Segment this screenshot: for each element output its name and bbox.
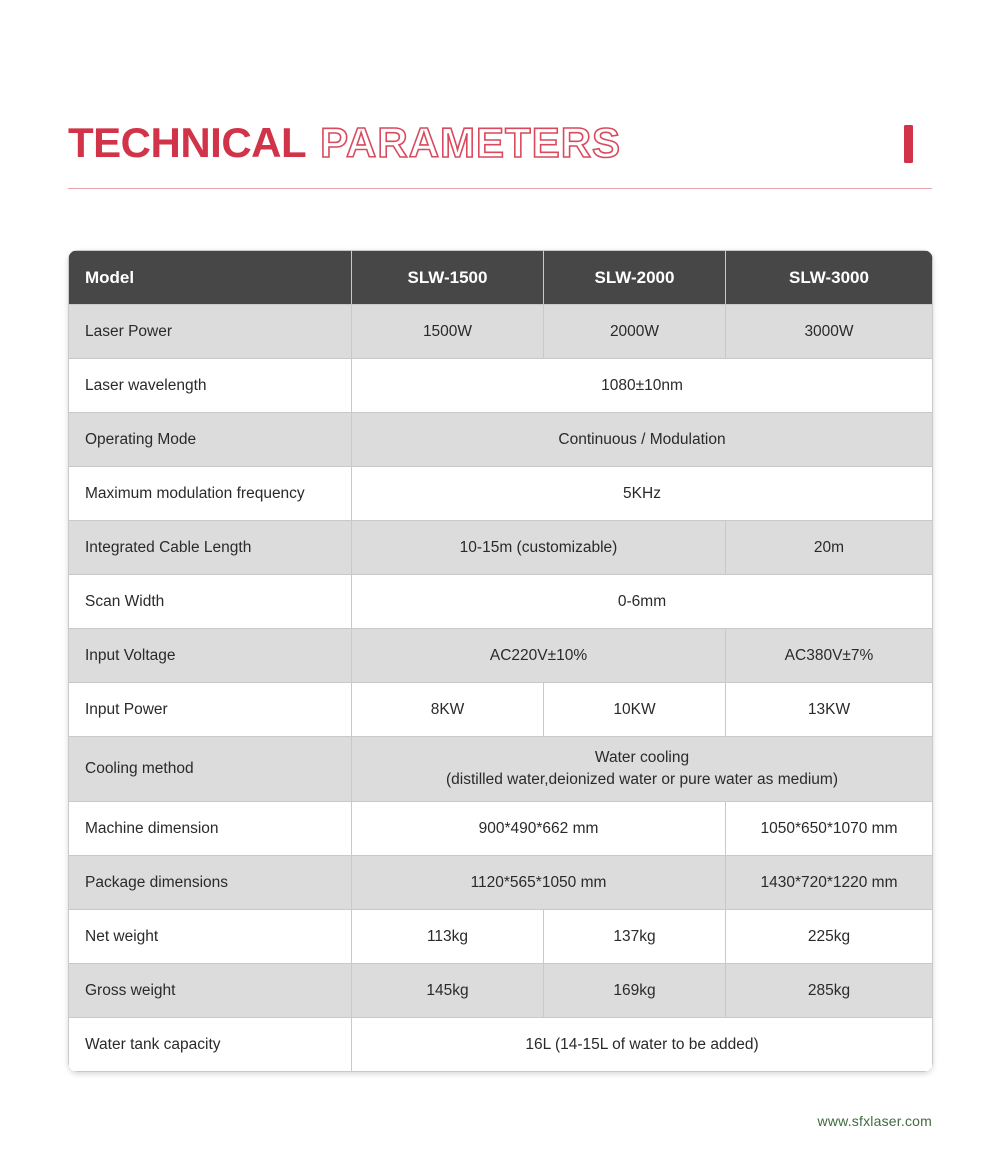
row-label: Maximum modulation frequency xyxy=(69,467,352,521)
row-value: 1120*565*1050 mm xyxy=(352,856,726,910)
row-value: 1080±10nm xyxy=(352,359,933,413)
row-value: 0-6mm xyxy=(352,575,933,629)
table-row xyxy=(69,521,933,575)
row-label: Package dimensions xyxy=(69,856,352,910)
row-label: Input Power xyxy=(69,683,352,737)
page-title-block xyxy=(68,112,932,192)
table-row xyxy=(69,1018,933,1072)
page-title-main: TECHNICAL xyxy=(68,119,307,166)
table-row xyxy=(69,629,933,683)
row-value-line: (distilled water,deionized water or pure water as medium) xyxy=(446,771,838,788)
row-value: 16L (14-15L of water to be added) xyxy=(352,1018,933,1072)
table-row xyxy=(69,359,933,413)
row-value: 20m xyxy=(726,521,933,575)
row-label: Net weight xyxy=(69,910,352,964)
table-body xyxy=(69,305,933,1072)
table-row xyxy=(69,964,933,1018)
row-value: 113kg xyxy=(352,910,544,964)
table-row xyxy=(69,575,933,629)
row-value: AC220V±10% xyxy=(352,629,726,683)
table-row xyxy=(69,413,933,467)
table-row xyxy=(69,737,933,802)
table-row xyxy=(69,802,933,856)
row-value: 169kg xyxy=(544,964,726,1018)
row-value: AC380V±7% xyxy=(726,629,933,683)
row-value xyxy=(352,737,933,802)
table-row xyxy=(69,683,933,737)
row-value: 1430*720*1220 mm xyxy=(726,856,933,910)
page-title-sub: PARAMETERS xyxy=(320,119,622,166)
title-accent-bar-icon xyxy=(904,125,913,163)
row-value: 225kg xyxy=(726,910,933,964)
row-value: 137kg xyxy=(544,910,726,964)
title-divider xyxy=(68,188,932,189)
table-header xyxy=(69,251,933,305)
row-value-line: Water cooling xyxy=(594,748,690,766)
row-value: Continuous / Modulation xyxy=(352,413,933,467)
table-row xyxy=(69,467,933,521)
row-value: 1050*650*1070 mm xyxy=(726,802,933,856)
table-row xyxy=(69,910,933,964)
row-value: 8KW xyxy=(352,683,544,737)
column-header-model: Model xyxy=(69,251,352,305)
row-value: 10KW xyxy=(544,683,726,737)
row-label: Input Voltage xyxy=(69,629,352,683)
row-value: 1500W xyxy=(352,305,544,359)
row-value: 145kg xyxy=(352,964,544,1018)
technical-parameters-table xyxy=(68,250,933,1072)
table-row xyxy=(69,856,933,910)
row-label: Scan Width xyxy=(69,575,352,629)
row-label: Laser Power xyxy=(69,305,352,359)
row-value: 5KHz xyxy=(352,467,933,521)
row-value: 285kg xyxy=(726,964,933,1018)
table-row xyxy=(69,305,933,359)
row-label: Gross weight xyxy=(69,964,352,1018)
row-label: Operating Mode xyxy=(69,413,352,467)
table-header-row xyxy=(69,251,933,305)
column-header-slw-2000: SLW-2000 xyxy=(544,251,726,305)
row-label: Cooling method xyxy=(69,737,352,802)
column-header-slw-3000: SLW-3000 xyxy=(726,251,933,305)
row-value: 3000W xyxy=(726,305,933,359)
page-title xyxy=(68,112,932,174)
column-header-slw-1500: SLW-1500 xyxy=(352,251,544,305)
row-label: Integrated Cable Length xyxy=(69,521,352,575)
footer-website-url[interactable]: www.sfxlaser.com xyxy=(817,1113,932,1129)
row-value: 900*490*662 mm xyxy=(352,802,726,856)
row-value: 10-15m (customizable) xyxy=(352,521,726,575)
row-label: Laser wavelength xyxy=(69,359,352,413)
row-label: Machine dimension xyxy=(69,802,352,856)
row-value: 2000W xyxy=(544,305,726,359)
row-label: Water tank capacity xyxy=(69,1018,352,1072)
row-value: 13KW xyxy=(726,683,933,737)
